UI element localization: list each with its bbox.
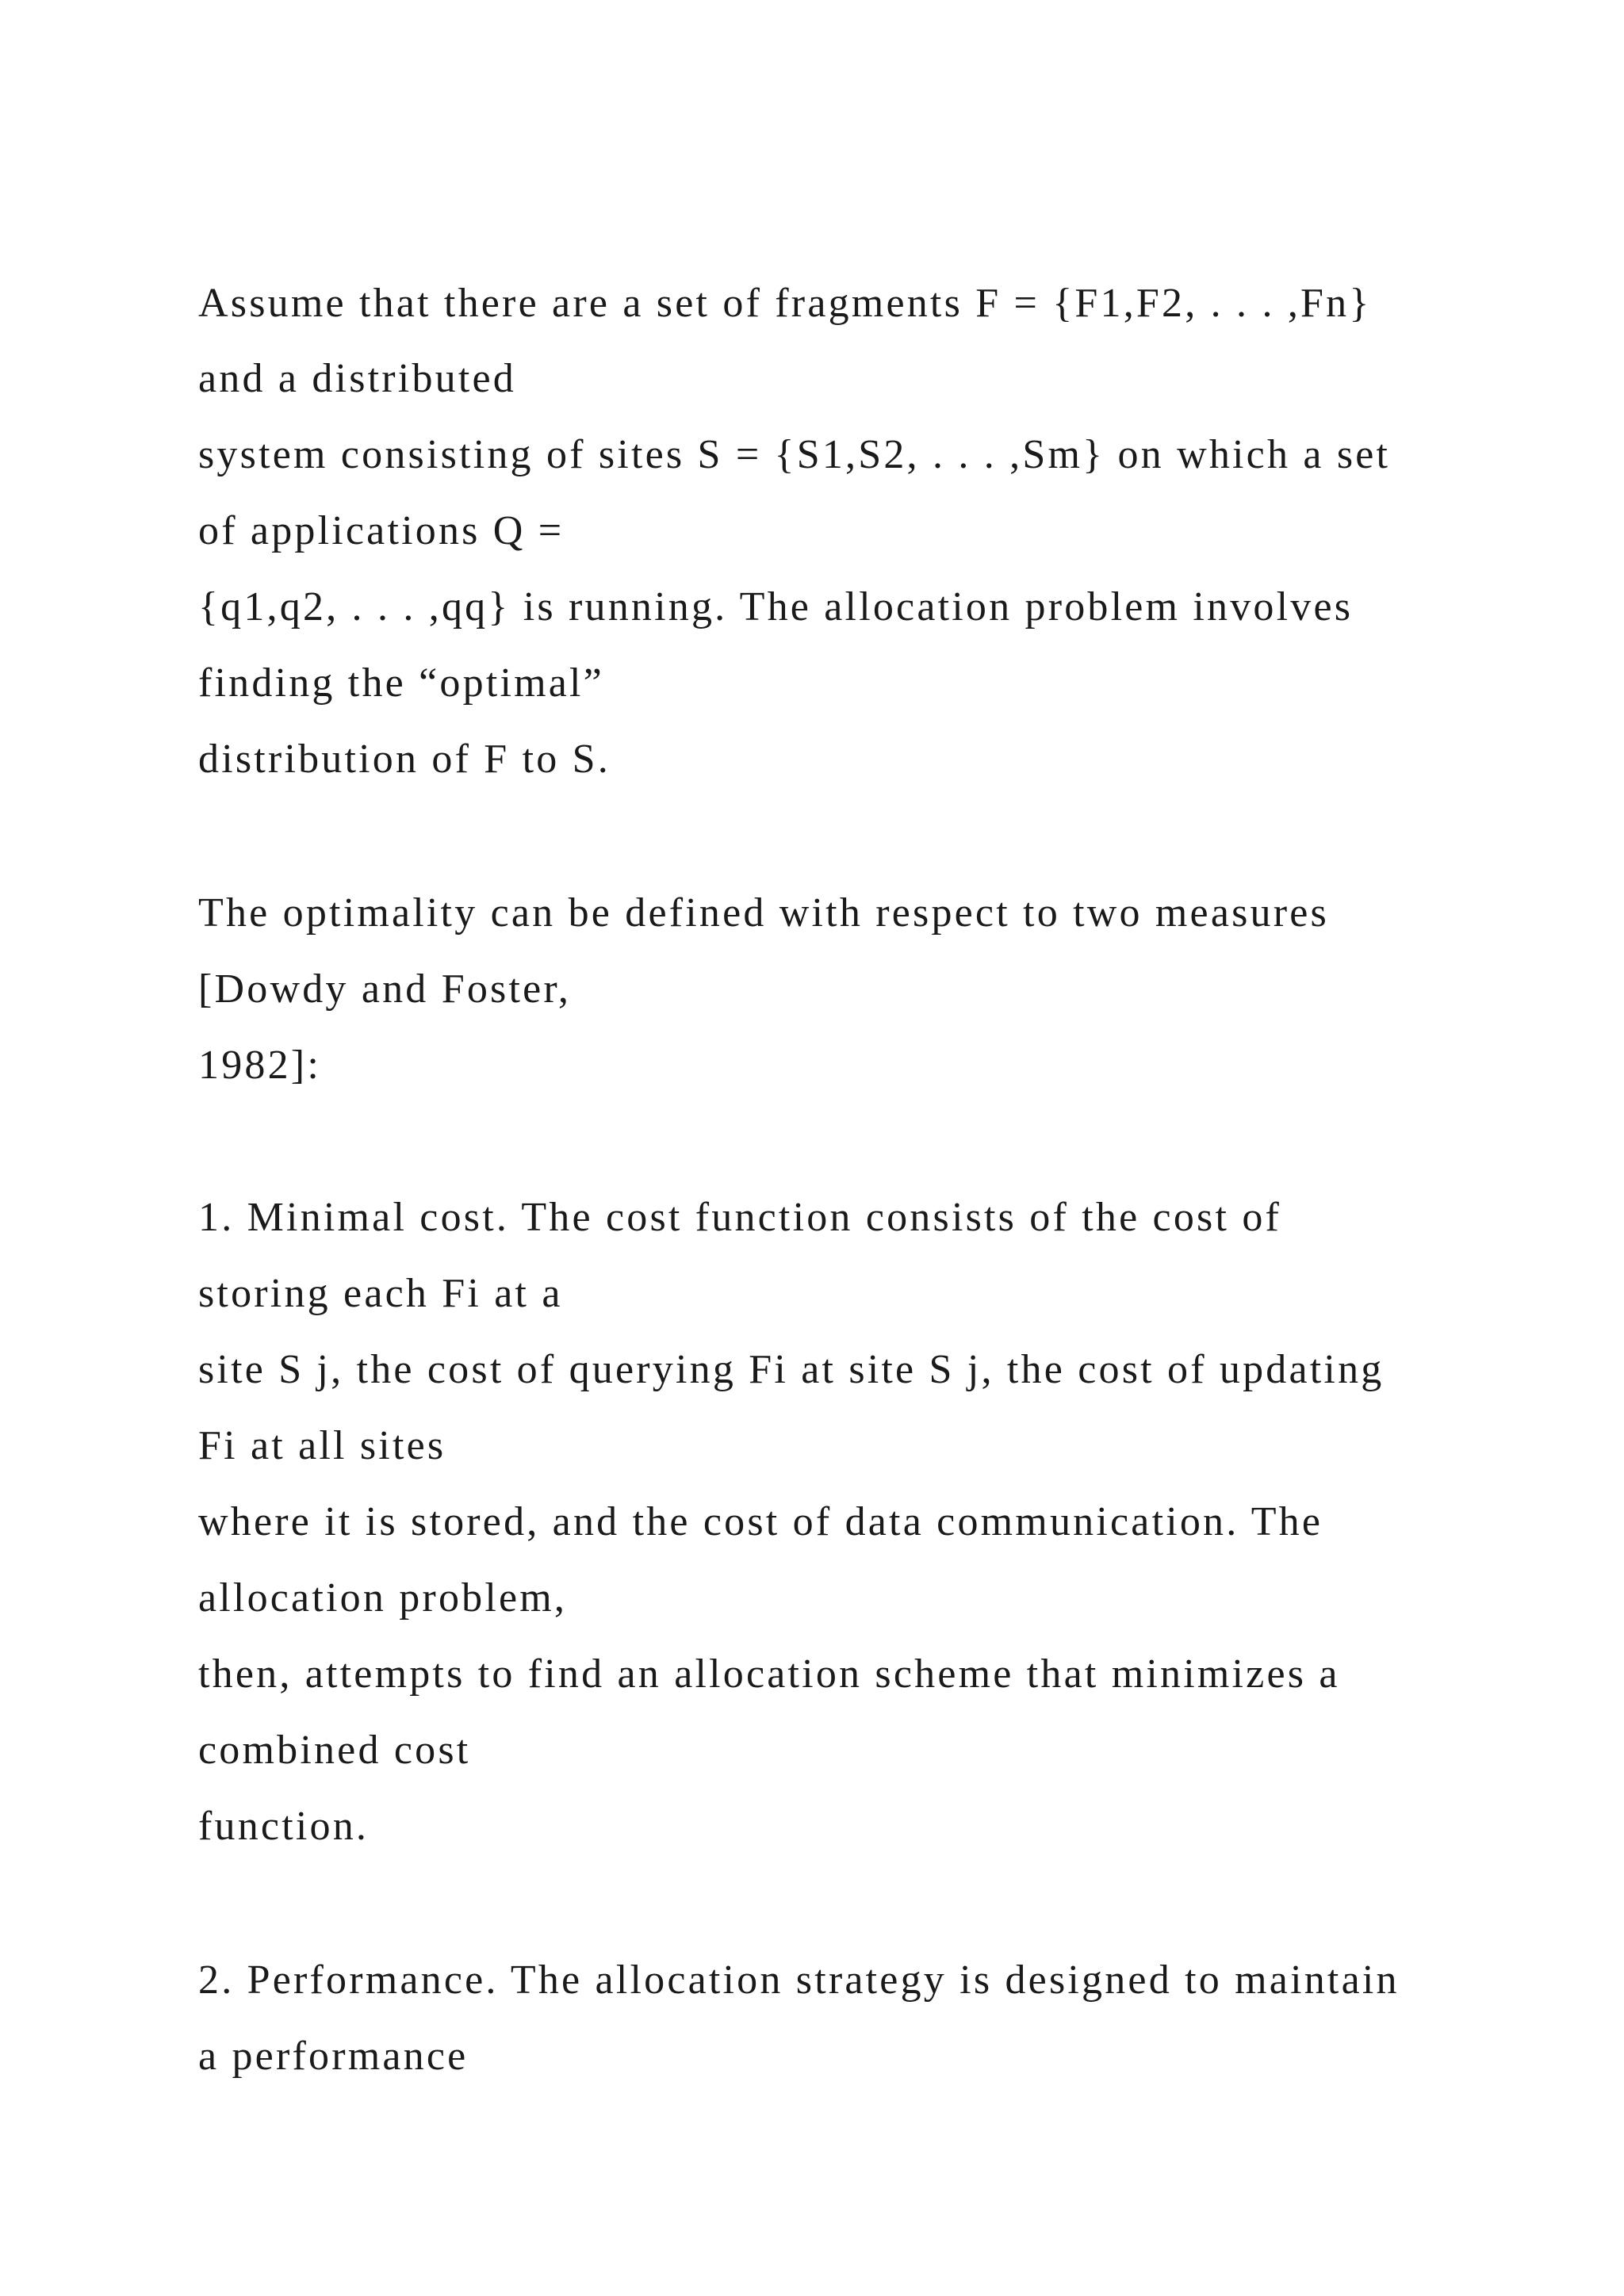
text-line: [Dowdy and Foster, [198,966,572,1012]
text-line: Fi at all sites [198,1423,446,1468]
text-line: system consisting of sites S = {S1,S2, . . . ,Sm} on which a set [198,432,1391,477]
text-line: of applications Q = [198,508,565,553]
text-line: a performance [198,2034,469,2079]
text-line: Assume that there are a set of fragments F = {F1,F2, . . . ,Fn} [198,281,1372,326]
text-line: distribution of F to S. [198,737,611,782]
text-line: then, attempts to find an allocation scheme that minimizes a [198,1651,1340,1697]
text-line: 1982]: [198,1043,321,1088]
text-line: function. [198,1804,370,1849]
text-line: 2. Performance. The allocation strategy is designed to maintain [198,1957,1400,2003]
text-line: allocation problem, [198,1575,568,1621]
text-line: site S j, the cost of querying Fi at site S j, the cost of updating [198,1347,1385,1392]
text-line: combined cost [198,1728,471,1773]
text-line: where it is stored, and the cost of data communication. The [198,1499,1323,1544]
text-line: The optimality can be defined with respect to two measures [198,890,1329,936]
text-line: storing each Fi at a [198,1271,563,1316]
text-line: and a distributed [198,356,516,401]
text-line: finding the “optimal” [198,660,604,706]
text-line: {q1,q2, . . . ,qq} is running. The allocation problem involves [198,584,1354,629]
text-line: 1. Minimal cost. The cost function consists of the cost of [198,1195,1282,1240]
